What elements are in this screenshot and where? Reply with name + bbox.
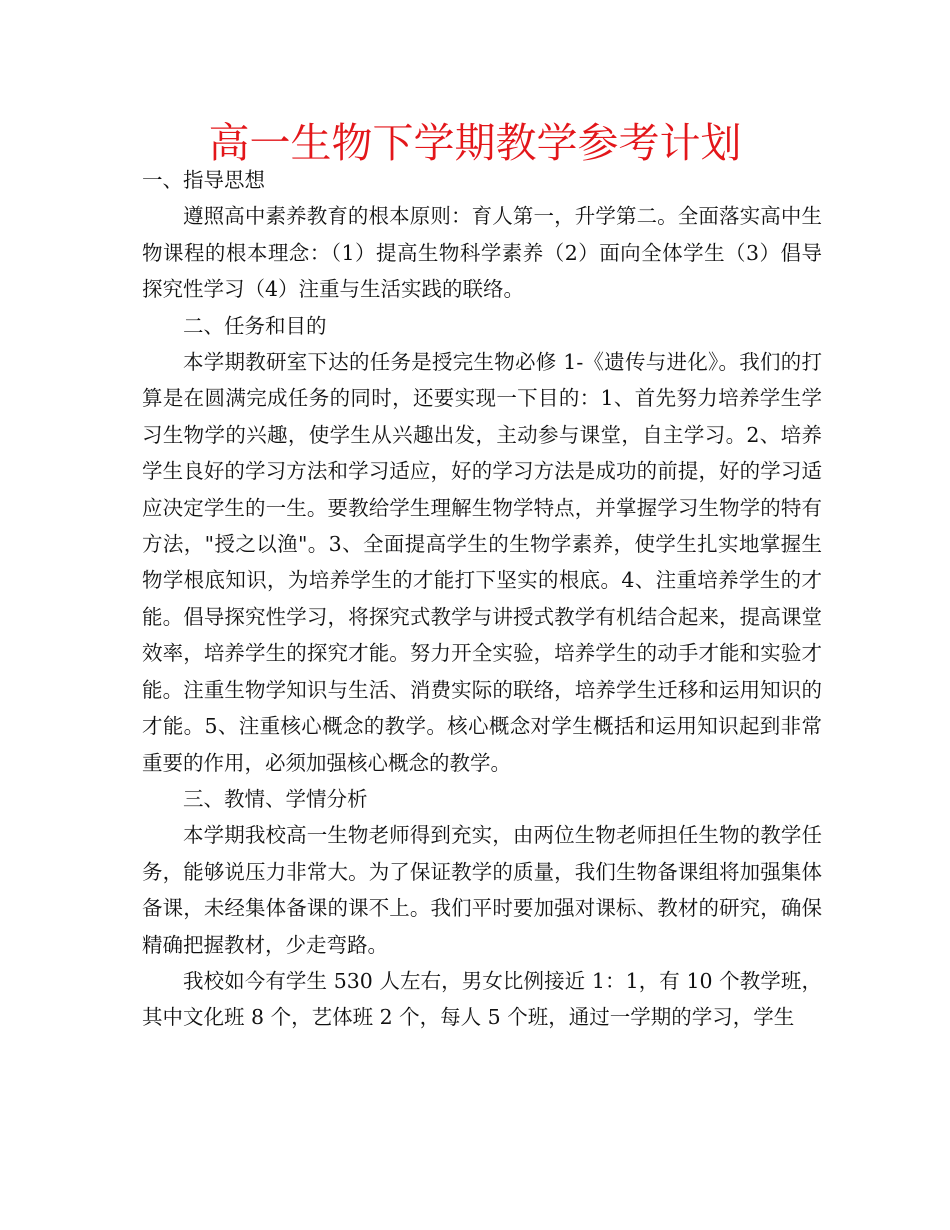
paragraph-analysis-students: 我校如今有学生 530 人左右，男女比例接近 1：1，有 10 个教学班，其中文化班 8 个，艺体班 2 个，每人 5 个班，通过一学期的学习，学生 bbox=[142, 968, 822, 1030]
document-title: 高一生物下学期教学参考计划 bbox=[208, 119, 742, 167]
paragraph-tasks-goals: 本学期教研室下达的任务是授完生物必修 1-《遗传与进化》。我们的打算是在圆满完成任务的同时，还要实现一下目的：1、首先努力培养学生学习生物学的兴趣，使学生从兴趣出发，主动参与课堂，自主学习。2、培养学生良好的学习方法和学习适应，好的学习方法是成功的前提，好的学习适应决定学生的一生。要教给学生理解生物学特点，并掌握学习生物学的特有方法，"授之以渔"。3、全面提高学生的生物学素养，使学生扎实地掌握生物学根底知识，为培养学生的才能打下坚实的根底。4、注重培养学生的才能。倡导探究性学习，将探究式教学与讲授式教学有机结合起来，提高课堂效率，培养学生的探究才能。努力开全实验，培养学生的动手才能和实验才能。注重生物学知识与生活、消费实际的联络，培养学生迁移和运用知识的才能。5、注重核心概念的教学。核心概念对学生概括和运用知识起到非常重要的作用，必须加强核心概念的教学。 bbox=[142, 350, 822, 775]
paragraph-analysis-teachers: 本学期我校高一生物老师得到充实，由两位生物老师担任生物的教学任务，能够说压力非常大。为了保证教学的质量，我们生物备课组将加强集体备课，未经集体备课的课不上。我们平时要加强对课标、教材的研究，确保精确把握教材，少走弯路。 bbox=[142, 823, 822, 957]
paragraph-guiding-ideas: 遵照高中素养教育的根本原则：育人第一，升学第二。全面落实高中生物课程的根本理念：（1）提高生物科学素养（2）面向全体学生（3）倡导探究性学习（4）注重与生活实践的联络。 bbox=[142, 204, 822, 302]
section-heading-guiding-ideas: 一、指导思想 bbox=[142, 168, 265, 192]
document-body bbox=[142, 162, 822, 1036]
section-heading-analysis: 三、教情、学情分析 bbox=[183, 786, 368, 811]
section-heading-tasks-goals: 二、任务和目的 bbox=[183, 313, 327, 338]
